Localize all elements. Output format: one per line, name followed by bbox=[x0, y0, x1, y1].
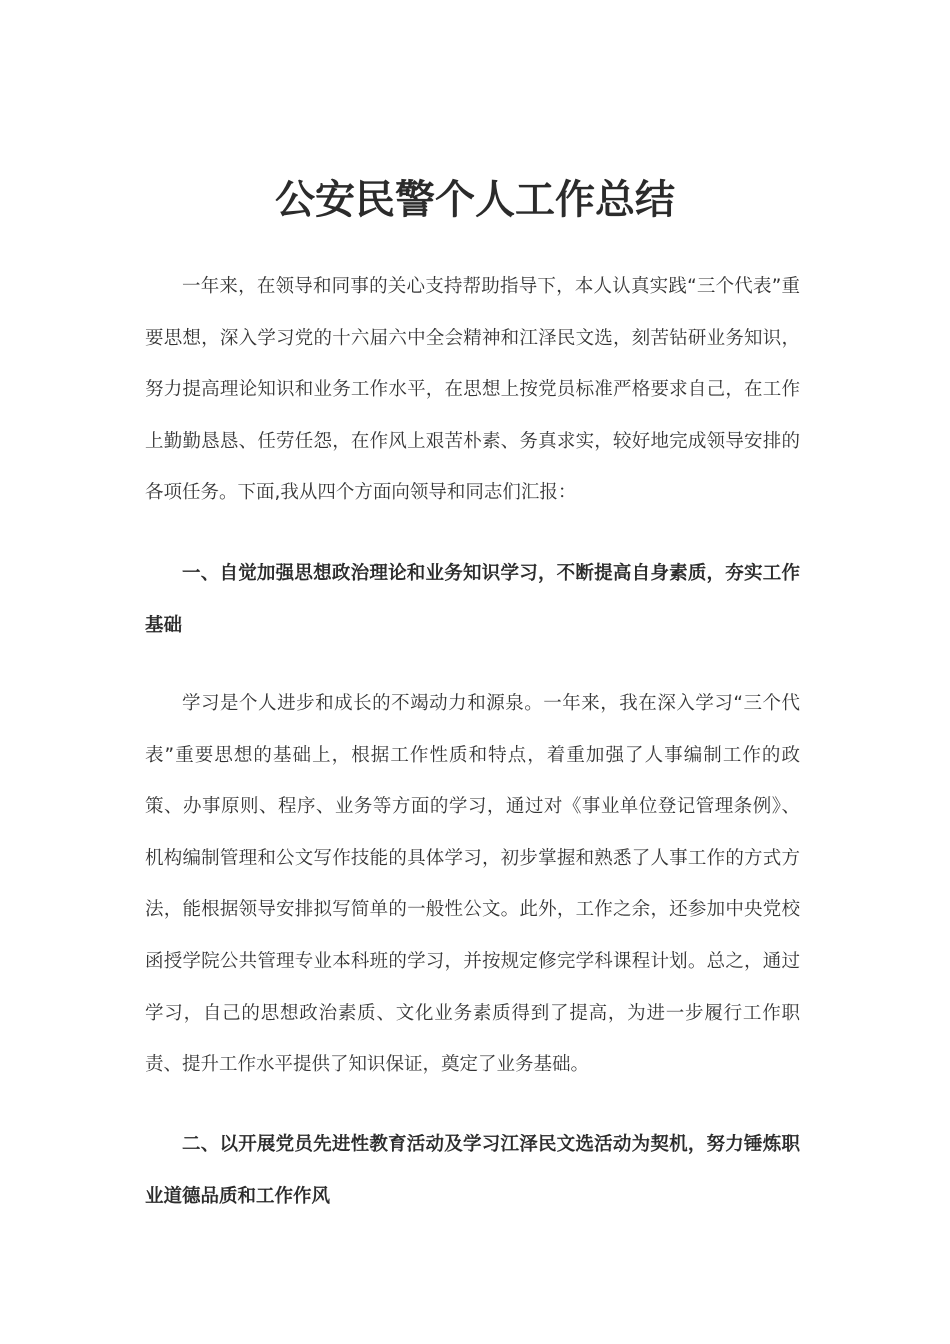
document-title: 公安民警个人工作总结 bbox=[275, 177, 675, 223]
section-heading-1: 一、自觉加强思想政治理论和业务知识学习，不断提高自身素质，夯实工作基础 bbox=[145, 563, 800, 636]
intro-paragraph: 一年来，在领导和同事的关心支持帮助指导下，本人认真实践“三个代表”重要思想，深入学习党的十六届六中全会精神和江泽民文选，刻苦钻研业务知识，努力提高理论知识和业务工作水平，在思想上按党员标准严格要求自己，在工作上勤勤恳恳、任劳任怨，在作风上艰苦朴素、务真求实，较好地完成领导安排的各项任务。下面,我从四个方面向领导和同志们汇报： bbox=[145, 276, 800, 504]
section-1-paragraph: 学习是个人进步和成长的不竭动力和源泉。一年来，我在深入学习“三个代表”重要思想的基础上，根据工作性质和特点，着重加强了人事编制工作的政策、办事原则、程序、业务等方面的学习，通过对《事业单位登记管理条例》、机构编制管理和公文写作技能的具体学习，初步掌握和熟悉了人事工作的方式方法，能根据领导安排拟写简单的一般性公文。此外，工作之余，还参加中央党校函授学院公共管理专业本科班的学习，并按规定修完学科课程计划。总之，通过学习，自己的思想政治素质、文化业务素质得到了提高，为进一步履行工作职责、提升工作水平提供了知识保证，奠定了业务基础。 bbox=[145, 693, 800, 1076]
section-heading-2: 二、以开展党员先进性教育活动及学习江泽民文选活动为契机，努力锤炼职业道德品质和工作作风 bbox=[145, 1134, 800, 1207]
